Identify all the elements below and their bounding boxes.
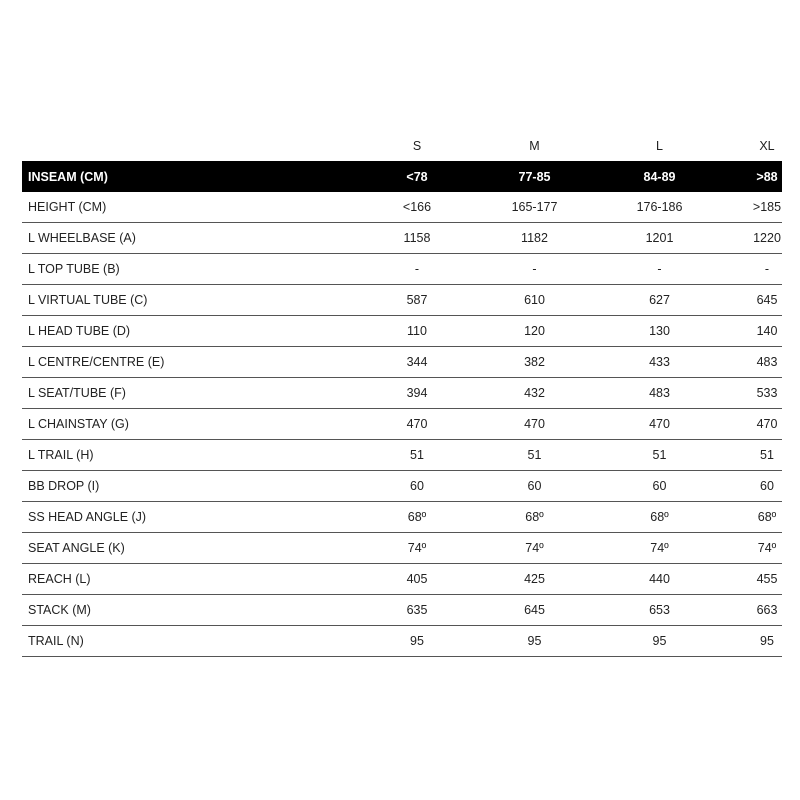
cell-m: 1182 [502, 223, 567, 254]
row-label: SEAT ANGLE (K) [22, 533, 332, 564]
row-label: L CENTRE/CENTRE (E) [22, 347, 332, 378]
row-label: L VIRTUAL TUBE (C) [22, 285, 332, 316]
cell-m: 610 [502, 285, 567, 316]
cell-l: 176-186 [567, 192, 752, 223]
row-label: L TOP TUBE (B) [22, 254, 332, 285]
cell-s: 110 [332, 316, 502, 347]
row-label: REACH (L) [22, 564, 332, 595]
cell-m: 432 [502, 378, 567, 409]
cell-s: 51 [332, 440, 502, 471]
cell-m: 120 [502, 316, 567, 347]
table-row [22, 626, 782, 657]
cell-xl: 60 [752, 471, 782, 502]
row-label: L HEAD TUBE (D) [22, 316, 332, 347]
row-label: TRAIL (N) [22, 626, 332, 657]
row-label: L TRAIL (H) [22, 440, 332, 471]
cell-l: 653 [567, 595, 752, 626]
geometry-rows [22, 192, 782, 657]
cell-l: 95 [567, 626, 752, 657]
size-header-row [22, 130, 782, 161]
cell-s: - [332, 254, 502, 285]
cell-l: 51 [567, 440, 752, 471]
cell-s: 1158 [332, 223, 502, 254]
table-row [22, 223, 782, 254]
cell-l: 68º [567, 502, 752, 533]
cell-s: 470 [332, 409, 502, 440]
cell-l: 74º [567, 533, 752, 564]
cell-xl: 74º [752, 533, 782, 564]
row-label: BB DROP (I) [22, 471, 332, 502]
cell-s: 587 [332, 285, 502, 316]
cell-s: 74º [332, 533, 502, 564]
cell-xl: 51 [752, 440, 782, 471]
cell-l: - [567, 254, 752, 285]
table-row [22, 285, 782, 316]
table-row [22, 347, 782, 378]
cell-s: 60 [332, 471, 502, 502]
row-label: HEIGHT (CM) [22, 192, 332, 223]
size-xl: XL [759, 138, 775, 153]
cell-m: 645 [502, 595, 567, 626]
cell-xl: 663 [752, 595, 782, 626]
cell-xl: 455 [752, 564, 782, 595]
cell-m: 165-177 [502, 192, 567, 223]
row-label: STACK (M) [22, 595, 332, 626]
size-m: M [529, 138, 540, 153]
cell-s: 68º [332, 502, 502, 533]
cell-s: 95 [332, 626, 502, 657]
cell-s: 635 [332, 595, 502, 626]
table-row [22, 471, 782, 502]
cell-m: 470 [502, 409, 567, 440]
cell-s: 405 [332, 564, 502, 595]
cell-l: 470 [567, 409, 752, 440]
cell-xl: 470 [752, 409, 782, 440]
cell-m: 51 [502, 440, 567, 471]
cell-l: 60 [567, 471, 752, 502]
row-label: L CHAINSTAY (G) [22, 409, 332, 440]
size-l: L [656, 138, 663, 153]
row-label: L WHEELBASE (A) [22, 223, 332, 254]
inseam-header-row [22, 161, 782, 192]
table-row [22, 192, 782, 223]
table-row [22, 409, 782, 440]
cell-l: 1201 [567, 223, 752, 254]
cell-xl: 1220 [752, 223, 782, 254]
cell-xl: 645 [752, 285, 782, 316]
inseam-xl: >88 [752, 161, 782, 192]
geometry-table-container [22, 130, 782, 657]
size-header-blank [22, 130, 332, 161]
table-row [22, 533, 782, 564]
cell-s: 394 [332, 378, 502, 409]
inseam-s: <78 [332, 161, 502, 192]
geometry-table [22, 130, 782, 657]
cell-xl: 140 [752, 316, 782, 347]
inseam-label: INSEAM (CM) [22, 161, 332, 192]
cell-xl: 95 [752, 626, 782, 657]
cell-l: 433 [567, 347, 752, 378]
table-row [22, 502, 782, 533]
cell-m: 425 [502, 564, 567, 595]
table-row [22, 564, 782, 595]
cell-xl: >185 [752, 192, 782, 223]
cell-s: 344 [332, 347, 502, 378]
cell-xl: 68º [752, 502, 782, 533]
cell-m: 382 [502, 347, 567, 378]
cell-m: 74º [502, 533, 567, 564]
cell-l: 483 [567, 378, 752, 409]
row-label: L SEAT/TUBE (F) [22, 378, 332, 409]
cell-m: 60 [502, 471, 567, 502]
cell-xl: 483 [752, 347, 782, 378]
cell-l: 440 [567, 564, 752, 595]
table-row [22, 378, 782, 409]
inseam-l: 84-89 [567, 161, 752, 192]
cell-xl: - [752, 254, 782, 285]
cell-l: 130 [567, 316, 752, 347]
inseam-m: 77-85 [502, 161, 567, 192]
cell-xl: 533 [752, 378, 782, 409]
size-s: S [412, 138, 422, 153]
cell-m: 95 [502, 626, 567, 657]
cell-m: - [502, 254, 567, 285]
table-row [22, 316, 782, 347]
cell-m: 68º [502, 502, 567, 533]
cell-s: <166 [332, 192, 502, 223]
row-label: SS HEAD ANGLE (J) [22, 502, 332, 533]
table-row [22, 254, 782, 285]
table-row [22, 440, 782, 471]
table-row [22, 595, 782, 626]
cell-l: 627 [567, 285, 752, 316]
